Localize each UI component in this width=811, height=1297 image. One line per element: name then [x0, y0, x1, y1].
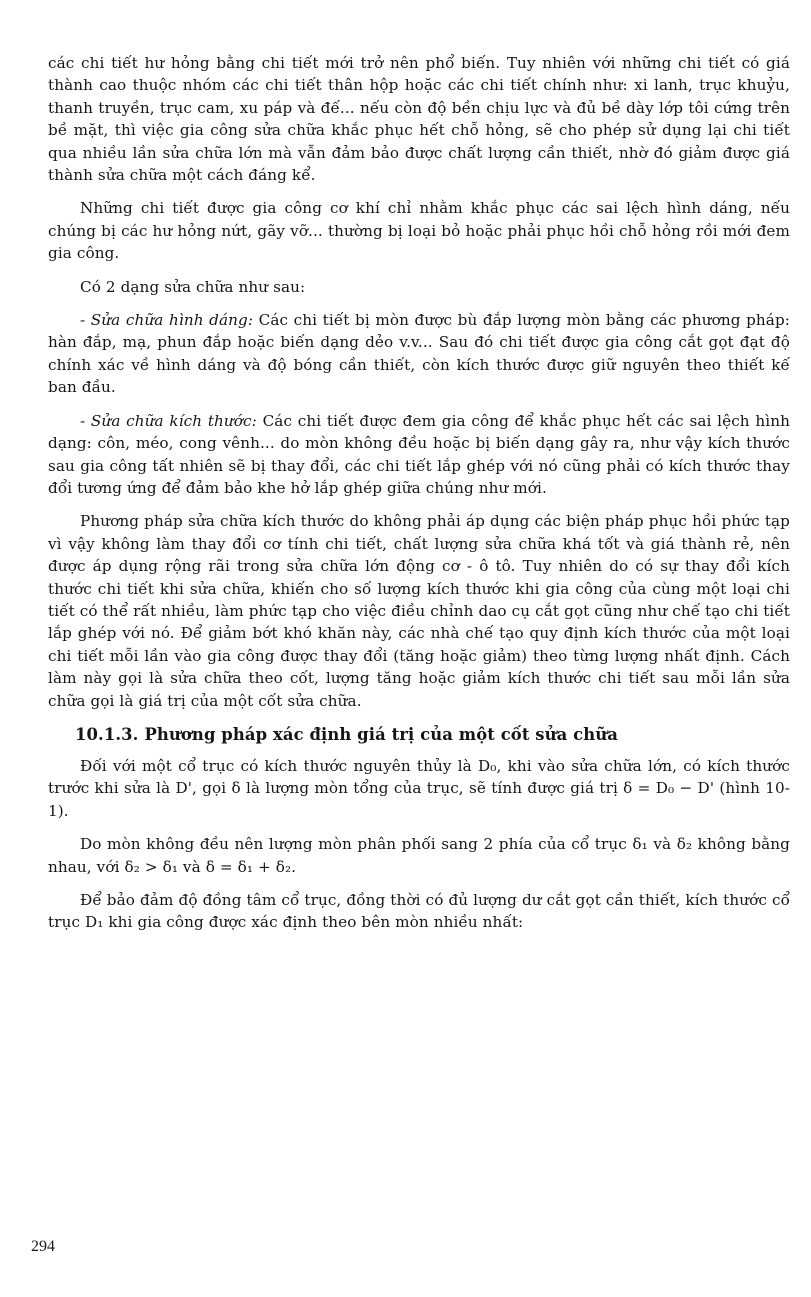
paragraph-shape-repair: [48, 309, 790, 399]
paragraph: Những chi tiết được gia công cơ khí chỉ nhằm khắc phục các sai lệch hình dáng, nếu chúng bị các hư hỏng nứt, gãy vỡ... thường bị loại bỏ hoặc phải phục hồi chỗ hỏng rồi mới đem gia công.: [48, 199, 790, 263]
italic-lead: - Sửa chữa hình dáng:: [80, 311, 254, 330]
paragraph-body: Các chi tiết được đem gia công để khắc phục hết các sai lệch hình dạng: côn, méo, cong vênh... do mòn không đều hoặc bị biến dạng gây ra, như vậy kích thước sau gia công tất nhiên sẽ bị thay đổi, các chi tiết lắp ghép với nó cũng phải có kích thước thay đổi tương ứng để đảm bảo khe hở lắp ghép giữa chúng như mới.: [48, 411, 790, 497]
paragraph-body: Các chi tiết bị mòn được bù đắp lượng mòn bằng các phương pháp: hàn đắp, mạ, phun đắp hoặc biến dạng dẻo v.v... Sau đó chi tiết được gia công cắt gọt đạt độ chính xác về hình dáng và độ bóng cần thiết, còn kích thước được giữ nguyên theo thiết kế ban đầu.: [48, 311, 790, 397]
paragraph: Do mòn không đều nên lượng mòn phân phối sang 2 phía của cổ trục δ₁ và δ₂ không bằng nhau, với δ₂ > δ₁ và δ = δ₁ + δ₂.: [48, 835, 790, 876]
paragraph: Đối với một cổ trục có kích thước nguyên thủy là D₀, khi vào sửa chữa lớn, có kích thước trước khi sửa là D', gọi δ là lượng mòn tổng của trục, sẽ tính được giá trị δ = D₀ − D' (hình 10-1).: [48, 756, 790, 820]
section-number: 10.1.3.: [75, 724, 139, 744]
paragraph: Để bảo đảm độ đồng tâm cổ trục, đồng thời có đủ lượng dư cắt gọt cần thiết, kích thước cổ trục D₁ khi gia công được xác định theo bên mòn nhiều nhất:: [48, 891, 790, 932]
paragraph: Có 2 dạng sửa chữa như sau:: [80, 277, 306, 296]
paragraph: Phương pháp sửa chữa kích thước do không phải áp dụng các biện pháp phục hồi phức tạp vì vậy không làm thay đổi cơ tính chi tiết, chất lượng sửa chữa khá tốt và giá thành rẻ, nên được áp dụng rộng rãi trong sửa chữa lớn động cơ - ô tô. Tuy nhiên do có sự thay đổi kích thước chi tiết khi sửa chữa, khiến cho số lượng kích thước khi gia công của cùng một loại chi tiết có thể rất nhiều, làm phức tạp cho việc điều chỉnh dao cụ cắt gọt cũng như chế tạo chi tiết lắp ghép với nó. Để giảm bớt khó khăn này, các nhà chế tạo quy định kích thước của một loại chi tiết mỗi lần vào gia công được thay đổi (tăng hoặc giảm) theo từng lượng nhất định. Cách làm này gọi là sửa chữa theo cốt, lượng tăng hoặc giảm kích thước chi tiết sau mỗi lần sửa chữa gọi là giá trị của một cốt sửa chữa.: [48, 512, 790, 710]
paragraph-size-repair: [48, 410, 790, 500]
section-title: Phương pháp xác định giá trị của một cốt sửa chữa: [144, 724, 619, 744]
italic-lead: - Sửa chữa kích thước:: [80, 411, 257, 430]
paragraph: các chi tiết hư hỏng bằng chi tiết mới trở nên phổ biến. Tuy nhiên với những chi tiết có giá thành cao thuộc nhóm các chi tiết thân hộp hoặc các chi tiết chính như: xi lanh, trục khuỷu, thanh truyền, trục cam, xu páp và đế... nếu còn độ bền chịu lực và đủ bề dày lớp tôi cứng trên bề mặt, thì việc gia công sửa chữa khắc phục hết chỗ hỏng, sẽ cho phép sử dụng lại chi tiết qua nhiều lần sửa chữa lớn mà vẫn đảm bảo được chất lượng cần thiết, nhờ đó giảm được giá thành sửa chữa một cách đáng kể.: [48, 54, 790, 185]
body-text: [48, 52, 790, 945]
page-number: 294: [31, 1238, 55, 1255]
section-heading: [75, 723, 790, 747]
